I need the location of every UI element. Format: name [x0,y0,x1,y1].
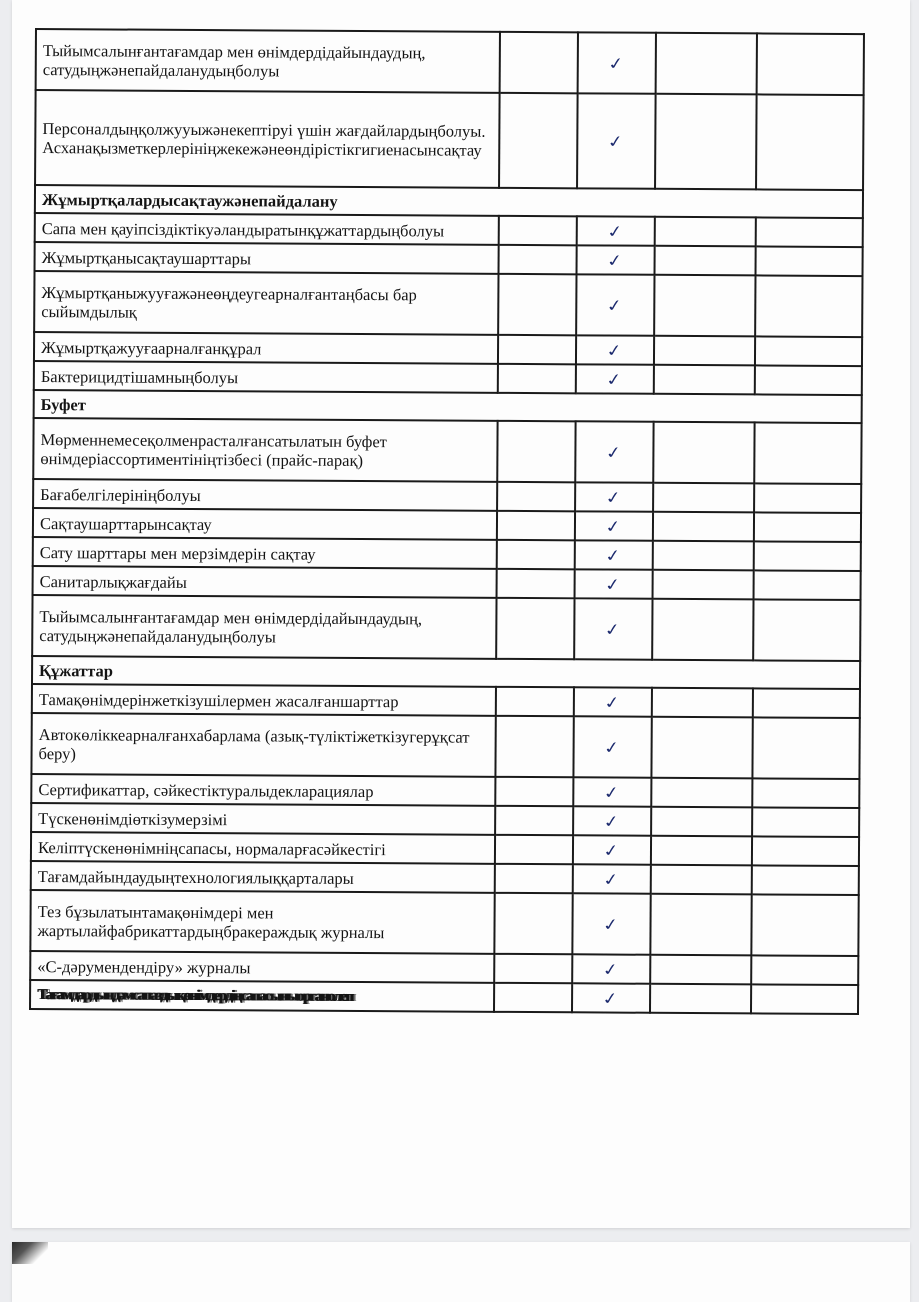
checklist-cell-col2 [576,335,654,364]
handwritten-check-icon: ✓ [604,340,625,362]
checklist-item-text: Сақтаушарттарынсақтау [33,508,497,540]
checklist-cell-col3 [651,717,753,779]
checklist-cell-col2 [573,716,652,777]
checklist-row [30,890,858,956]
checklist-cell-col1 [498,274,576,335]
checklist-cell-col1 [494,893,572,954]
checklist-cell-col2 [574,569,652,598]
checklist-cell-col1 [494,983,572,1012]
checklist-item-text: Тағамдайындаудыңтехнологиялыққарталары [31,861,495,893]
checklist-item-text: Бактерицидтішамныңболуы [34,361,498,393]
checklist-item-text: Тыйымсалынғантағамдар мен өнімдердідайындаудың, сатудыңжәнепайдаланудыңболуы [36,29,500,93]
checklist-cell-col1 [497,482,575,511]
checklist-cell-col4 [752,836,859,866]
checklist-item-text: Автокөліккеарналғанхабарлама (азық-түліктіжеткізугерұқсат беру) [31,713,495,777]
checklist-cell-col3 [651,778,752,808]
checklist-cell-col1 [499,32,577,93]
checklist-item-text: Мөрменнемесеқолменрасталғансатылатын буфет өнімдеріассортиментініңтізбесі (прайс-парақ) [33,418,497,482]
handwritten-check-icon: ✓ [601,914,621,936]
checklist-cell-col3 [650,955,751,985]
handwritten-check-icon: ✓ [600,988,621,1010]
checklist-item-text: Тыйымсалынғантағамдар мен өнімдердідайындаудың, сатудыңжәнепайдаланудыңболуы [32,595,496,659]
checklist-cell-col4 [751,955,858,985]
checklist-cell-col2 [577,32,656,93]
handwritten-check-icon: ✓ [602,782,622,804]
handwritten-check-icon: ✓ [601,811,622,833]
handwritten-check-icon: ✓ [601,959,621,981]
checklist-cell-col3 [651,836,752,866]
checklist-cell-col4 [755,336,862,366]
handwritten-check-icon: ✓ [604,369,625,391]
handwritten-check-icon: ✓ [605,221,626,243]
checklist-cell-col3 [653,483,754,513]
checklist-item-text: Жұмыртқаныжууғажәнеөңдеугеарналғантаңбасы бар сыйымдылық [34,271,498,335]
checklist-cell-col2 [573,777,651,806]
checklist-cell-col4 [753,688,860,718]
checklist-cell-col2 [572,893,651,954]
checklist-item-text: Тез бұзылатынтамақөнімдері мен жартылайфабрикаттардыңбракераждық журналы [30,890,494,954]
checklist-cell-col3 [650,984,751,1014]
checklist-cell-col2 [572,954,650,983]
checklist-cell-col4 [754,570,861,600]
checklist-cell-col3 [654,246,755,276]
checklist-cell-col1 [494,864,572,893]
checklist-cell-col1 [496,569,574,598]
checklist-row [36,29,864,95]
checklist-cell-col3 [655,94,757,190]
handwritten-check-icon: ✓ [604,442,624,464]
checklist-cell-col1 [496,598,574,659]
checklist-cell-col4 [755,275,862,337]
checklist-cell-col4 [754,422,861,484]
checklist-item-text: Сертификаттар, сәйкестіктуралыдекларациялар [31,774,495,806]
checklist-row [32,595,860,661]
checklist-row [31,713,859,779]
checklist-item-text: Жұмыртқанысақтаушарттары [35,242,499,274]
checklist-cell-col3 [651,865,752,895]
handwritten-check-icon: ✓ [602,692,623,714]
checklist-item-text: «С-дәрумендендіру» журналы [30,951,494,983]
handwritten-check-icon: ✓ [603,574,624,596]
section-title: Құжаттар [32,656,860,689]
checklist-cell-col3 [653,422,755,484]
checklist-cell-col4 [751,894,858,956]
checklist-cell-col2 [572,864,650,893]
checklist-cell-col2 [576,274,655,335]
checklist-cell-col2 [572,835,650,864]
handwritten-check-icon: ✓ [606,53,627,75]
checklist-cell-col2 [575,421,654,482]
checklist-cell-col3 [652,599,754,661]
handwritten-check-icon: ✓ [603,619,623,641]
next-document-page [12,1242,910,1302]
checklist-cell-col3 [651,807,752,837]
checklist-cell-col2 [575,364,653,393]
handwritten-check-icon: ✓ [603,516,624,538]
checklist-cell-col4 [755,365,862,395]
checklist-cell-col1 [495,806,573,835]
checklist-cell-col3 [654,365,755,395]
checklist-cell-col3 [652,570,753,600]
checklist-cell-col2 [575,482,653,511]
checklist-cell-col2 [572,983,650,1012]
section-title: Жұмыртқалардысақтаужәнепайдалану [35,185,863,218]
checklist-cell-col2 [576,216,654,245]
checklist-cell-col4 [756,94,864,190]
checklist-cell-col4 [756,246,863,276]
checklist-cell-col4 [754,512,861,542]
page-corner-shadow [12,1242,48,1264]
checklist-item-text: Сапа мен қауіпсіздіктікуәландыратынқұжаттардыңболуы [35,213,499,245]
checklist-item-text: Жұмыртқажууғаарналғанқұрал [34,332,498,364]
checklist-cell-col4 [756,217,863,247]
checklist-cell-col1 [495,835,573,864]
checklist-cell-col4 [757,33,864,95]
checklist-item-text: Санитарлықжағдайы [33,566,497,598]
checklist-cell-col1 [496,540,574,569]
checklist-body [30,29,864,1014]
checklist-cell-col3 [655,217,756,247]
checklist-cell-col4 [752,807,859,837]
checklist-cell-col1 [499,93,577,188]
checklist-item-text: Тағамдардыңдәмсапаздықөнімдердіңсапасыныорганолеп [30,980,494,1012]
checklist-cell-col2 [574,511,652,540]
checklist-cell-col1 [497,511,575,540]
checklist-cell-col3 [654,275,756,337]
checklist-item-text: Персоналдыңқолжууыжәнекептіруі үшін жағдайлардыңболуы. Асханақызметкерлерініңжекежәнеөндірістікгигиенасынсақтау [35,90,499,188]
checklist-row [34,271,862,337]
handwritten-check-icon: ✓ [601,840,622,862]
checklist-cell-col1 [497,421,575,482]
checklist-cell-col3 [653,541,754,571]
checklist-cell-col4 [752,778,859,808]
checklist-cell-col2 [573,806,651,835]
document-page [12,0,910,1228]
handwritten-check-icon: ✓ [605,295,625,317]
handwritten-check-icon: ✓ [601,869,622,891]
checklist-cell-col4 [751,984,858,1014]
checklist-row [30,980,858,1014]
handwritten-check-icon: ✓ [605,250,626,272]
checklist-cell-col2 [573,687,651,716]
checklist-cell-col3 [655,33,757,95]
checklist-cell-col2 [576,245,654,274]
checklist-cell-col4 [754,483,861,513]
handwritten-check-icon: ✓ [602,737,623,759]
checklist-row [33,418,861,484]
checklist-item-text: Түскенөнімдіөткізумерзімі [31,803,495,835]
inspection-checklist-table [29,28,865,1015]
checklist-cell-col3 [652,688,753,718]
checklist-cell-col1 [498,245,576,274]
handwritten-check-icon: ✓ [603,487,624,509]
checklist-cell-col4 [753,599,860,661]
checklist-cell-col3 [654,336,755,366]
checklist-item-text: Бағабелгілерініңболуы [33,479,497,511]
checklist-cell-col1 [498,335,576,364]
checklist-cell-col3 [650,894,752,956]
checklist-cell-col2 [574,540,652,569]
checklist-cell-col4 [752,865,859,895]
checklist-cell-col1 [495,687,573,716]
checklist-cell-col4 [752,717,859,779]
checklist-cell-col3 [653,512,754,542]
checklist-item-text: Келіптүскенөнімніңсапасы, нормаларғасәйкестігі [31,832,495,864]
checklist-row [35,90,864,190]
checklist-cell-col2 [574,598,653,659]
checklist-cell-col2 [577,93,656,188]
handwritten-check-icon: ✓ [606,131,626,153]
checklist-cell-col1 [494,954,572,983]
checklist-cell-col1 [498,216,576,245]
checklist-cell-col1 [495,716,573,777]
handwritten-check-icon: ✓ [603,545,624,567]
checklist-item-text: Тамақөнімдерінжеткізушілермен жасалғаншарттар [32,684,496,716]
checklist-cell-col4 [754,541,861,571]
checklist-cell-col1 [497,364,575,393]
section-title: Буфет [34,390,862,423]
checklist-item-text: Сату шарттары мен мерзімдерін сақтау [33,537,497,569]
checklist-cell-col1 [495,777,573,806]
